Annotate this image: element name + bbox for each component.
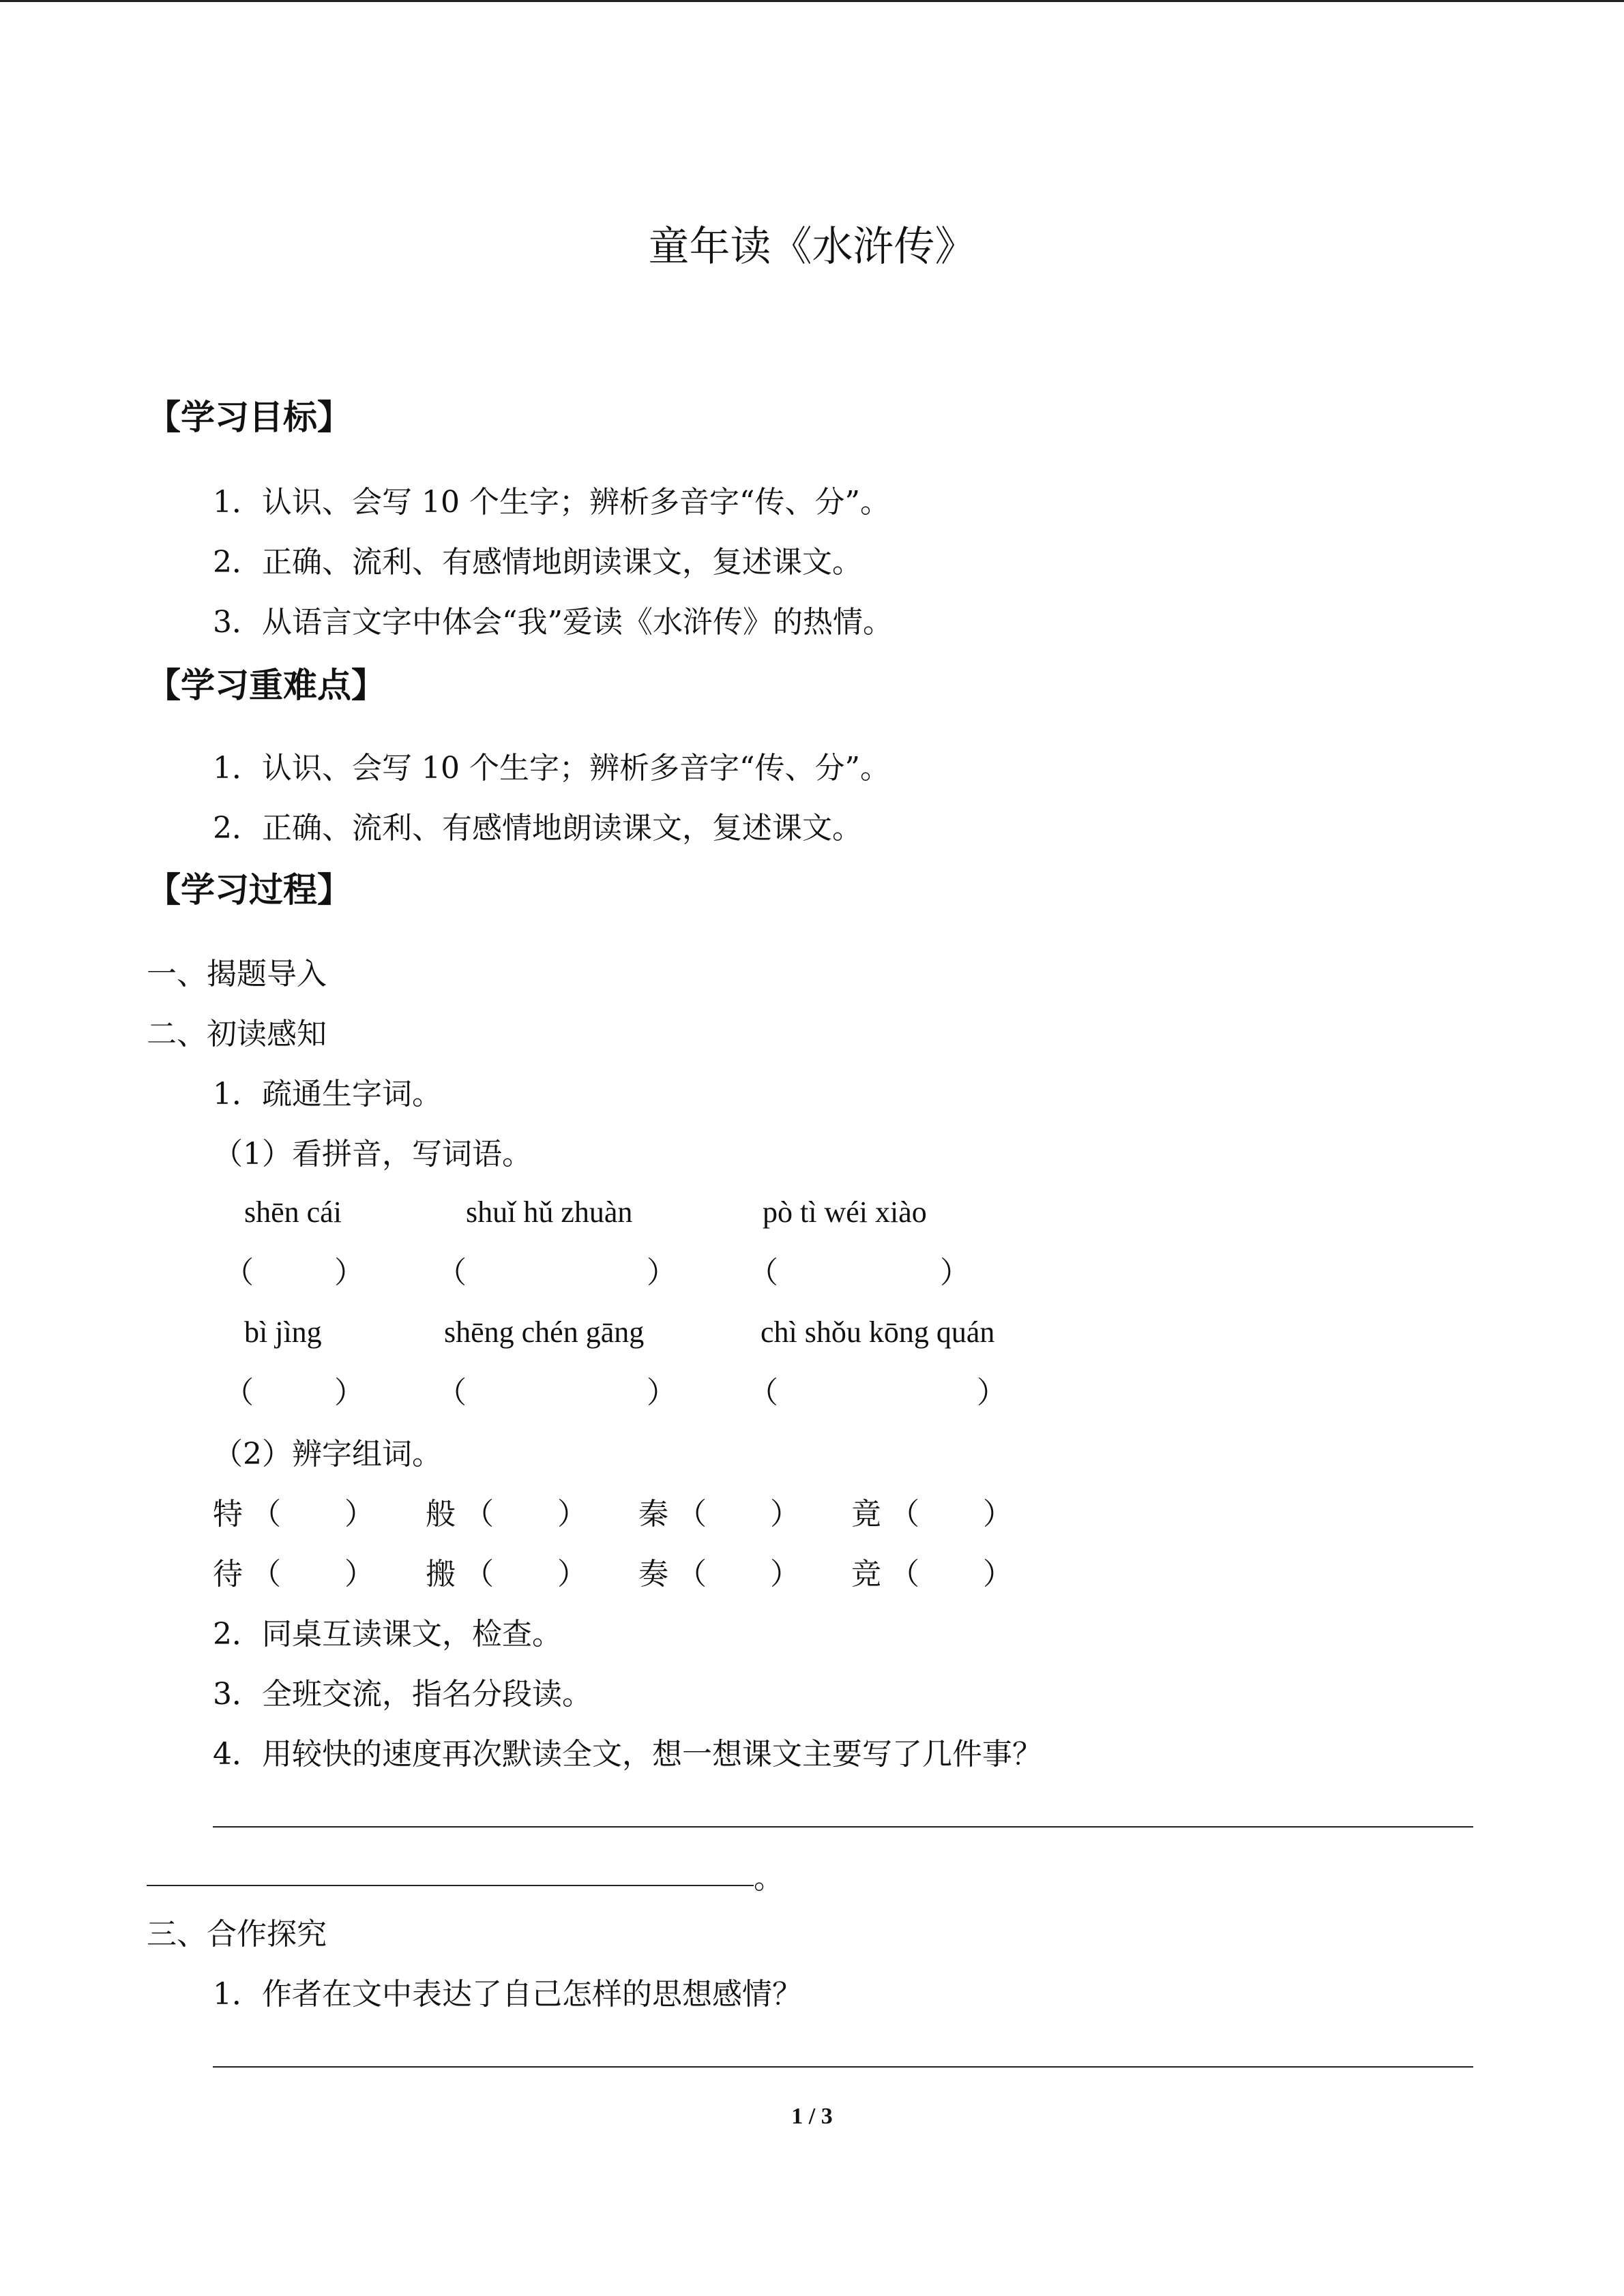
answer-blank-open: （ bbox=[224, 1375, 254, 1410]
pinyin-word: shēn cái bbox=[244, 1195, 342, 1229]
part3-label: 三、合作探究 bbox=[147, 1917, 327, 1952]
answer-blank-close: ） bbox=[770, 1557, 800, 1592]
pinyin-word: pò tì wéi xiào bbox=[763, 1195, 927, 1229]
answer-blank-close: ） bbox=[983, 1557, 1013, 1592]
answer-blank-close: ） bbox=[770, 1497, 800, 1532]
goals-heading: 【学习目标】 bbox=[147, 398, 351, 437]
goal-item: 3．从语言文字中体会“我”爱读《水浒传》的热情。 bbox=[213, 605, 893, 640]
answer-blank-close: ） bbox=[647, 1375, 677, 1410]
key-point-item: 2．正确、流利、有感情地朗读课文，复述课文。 bbox=[213, 811, 862, 846]
answer-blank-open: （ bbox=[464, 1497, 494, 1532]
char-item: 奏 bbox=[638, 1557, 668, 1592]
answer-blank-close: ） bbox=[940, 1255, 970, 1290]
page-title: 童年读《水浒传》 bbox=[648, 223, 976, 271]
char-item: 特 bbox=[213, 1497, 243, 1532]
answer-blank-close: ） bbox=[557, 1497, 587, 1532]
step4-text: 4．用较快的速度再次默读全文，想一想课文主要写了几件事？ bbox=[213, 1737, 1042, 1772]
answer-blank-open: （ bbox=[889, 1557, 919, 1592]
answer-blank-close: ） bbox=[983, 1497, 1013, 1532]
step2-text: 2．同桌互读课文，检查。 bbox=[213, 1617, 562, 1652]
answer-line bbox=[213, 1826, 1473, 1828]
key-point-item: 1．认识、会写 10 个生字；辨析多音字“传、分”。 bbox=[213, 751, 890, 786]
char-item: 竟 bbox=[851, 1497, 881, 1532]
answer-line bbox=[147, 1885, 754, 1886]
answer-blank-open: （ bbox=[251, 1497, 281, 1532]
answer-blank-open: （ bbox=[677, 1557, 707, 1592]
answer-blank-open: （ bbox=[437, 1255, 467, 1290]
char-item: 秦 bbox=[638, 1497, 668, 1532]
answer-blank-close: ） bbox=[334, 1375, 364, 1410]
pinyin-word: shēng chén gāng bbox=[444, 1315, 645, 1349]
answer-blank-close: ） bbox=[977, 1375, 1007, 1410]
sub2-text: （2）辨字组词。 bbox=[213, 1437, 442, 1472]
char-item: 竞 bbox=[851, 1557, 881, 1592]
step1-text: 1．疏通生字词。 bbox=[213, 1077, 442, 1112]
char-item: 搬 bbox=[426, 1557, 456, 1592]
answer-blank-open: （ bbox=[889, 1497, 919, 1532]
answer-blank-close: ） bbox=[647, 1255, 677, 1290]
page-number: 1 / 3 bbox=[791, 2104, 833, 2129]
part3-question: 1．作者在文中表达了自己怎样的思想感情？ bbox=[213, 1977, 802, 2012]
answer-period: 。 bbox=[754, 1861, 784, 1896]
char-item: 待 bbox=[213, 1557, 243, 1592]
answer-blank-open: （ bbox=[677, 1497, 707, 1532]
answer-blank-open: （ bbox=[748, 1375, 778, 1410]
answer-blank-close: ） bbox=[557, 1557, 587, 1592]
answer-blank-open: （ bbox=[224, 1255, 254, 1290]
goal-item: 2．正确、流利、有感情地朗读课文，复述课文。 bbox=[213, 545, 862, 580]
top-border bbox=[0, 0, 1624, 2]
pinyin-word: shuǐ hǔ zhuàn bbox=[466, 1195, 633, 1229]
pinyin-word: bì jìng bbox=[244, 1315, 322, 1349]
char-item: 般 bbox=[426, 1497, 456, 1532]
answer-blank-close: ） bbox=[344, 1557, 374, 1592]
answer-blank-close: ） bbox=[344, 1497, 374, 1532]
answer-blank-open: （ bbox=[251, 1557, 281, 1592]
goal-item: 1．认识、会写 10 个生字；辨析多音字“传、分”。 bbox=[213, 485, 890, 520]
part1-label: 一、揭题导入 bbox=[147, 957, 327, 992]
answer-blank-open: （ bbox=[464, 1557, 494, 1592]
sub1-text: （1）看拼音，写词语。 bbox=[213, 1137, 532, 1172]
part2-label: 二、初读感知 bbox=[147, 1017, 327, 1052]
answer-line bbox=[213, 2066, 1473, 2068]
step3-text: 3．全班交流，指名分段读。 bbox=[213, 1677, 592, 1712]
answer-blank-close: ） bbox=[334, 1255, 364, 1290]
pinyin-word: chì shǒu kōng quán bbox=[761, 1315, 995, 1349]
key-points-heading: 【学习重难点】 bbox=[147, 666, 385, 705]
answer-blank-open: （ bbox=[437, 1375, 467, 1410]
process-heading: 【学习过程】 bbox=[147, 870, 351, 910]
answer-blank-open: （ bbox=[748, 1255, 778, 1290]
